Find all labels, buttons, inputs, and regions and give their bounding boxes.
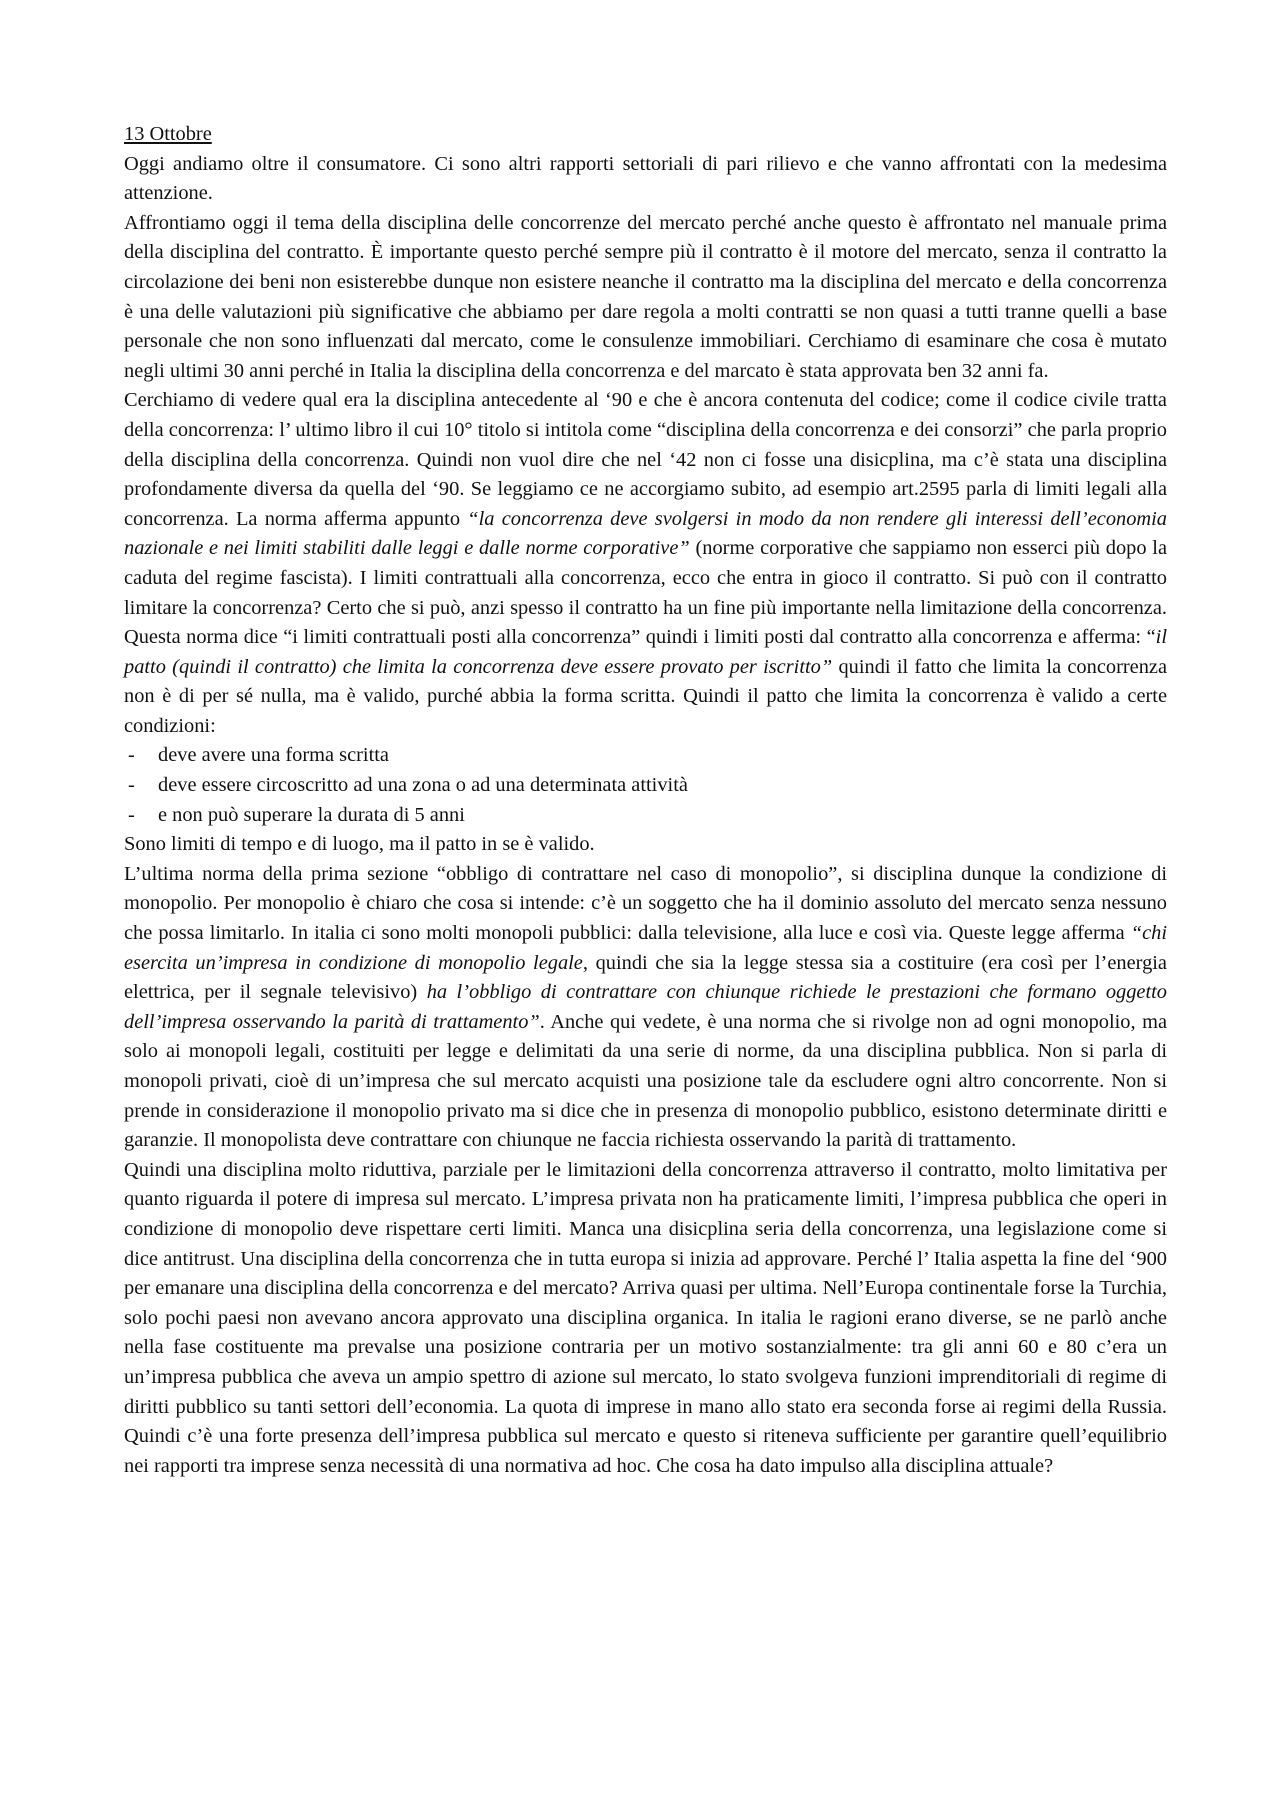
quote-monopoly-1: “chi esercita un’impresa in condizione di monopolio legale [124,922,1167,974]
paragraph-limits: Sono limiti di tempo e di luogo, ma il patto in se è valido. [124,833,595,856]
date-heading: 13 Ottobre [124,123,212,145]
paragraph-monopoly [124,860,1167,1156]
text-segment: (norme corporative che sappiamo non esserci più dopo la caduta del regime fascista). I limiti contrattuali alla concorrenza, ecco che entra in gioco il contratto. Si può con il contratto limitare la concorrenza? Certo che si può, anzi spesso il contratto ha un fine più importante nella limitazione della concorrenza. Questa norma dice “i limiti contrattuali posti alla concorrenza” quindi i limiti posti dal contratto alla concorrenza e afferma: “ [124,537,1167,649]
conditions-list [124,741,1167,830]
quote-monopoly-2: ha l’obbligo di contrattare con chiunque richiede le prestazioni che formano oggetto dell’impresa osservando la parità di trattamento” [124,981,1167,1033]
text-segment: . Anche qui vedete, è una norma che si rivolge non ad ogni monopolio, ma solo ai monopoli legali, costituiti per legge e delimitati da una serie di norme, da una disciplina pubblica. Non si parla di monopoli privati, cioè di un’impresa che sul mercato acquisti una posizione tale da escludere ogni altro concorrente. Non si prende in considerazione il monopolio privato ma si dice che in presenza di monopolio pubblico, esistono determinate diritti e garanzie. Il monopolista deve contrattare con chiunque ne faccia richiesta osservando la parità di trattamento. [124,1010,1168,1152]
paragraph-market-discipline: Affrontiamo oggi il tema della disciplina delle concorrenze del mercato perché anche questo è affrontato nel manuale prima della disciplina del contratto. È importante questo perché sempre più il contratto è il motore del mercato, senza il contratto la circolazione dei beni non esisterebbe dunque non esistere neanche il contratto ma la disciplina del mercato e della concorrenza è una delle valutazioni più significative che abbiamo per dare regola a molti contratti se non quasi a tutti tranne quelli a base personale che non sono influenzati dal mercato, come le consulenze immobiliari. Cerchiamo di esaminare che cosa è mutato negli ultimi 30 anni perché in Italia la disciplina della concorrenza e del marcato è stata approvata ben 32 anni fa. [124,211,1167,382]
quote-patto: il patto (quindi il contratto) che limita la concorrenza deve essere provato per iscritto” [124,626,1167,678]
text-segment: , quindi che sia la legge stessa sia a costituire (era così per l’energia elettrica, per il segnale televisivo) [124,951,1167,1004]
paragraph-antitrust: Quindi una disciplina molto riduttiva, parziale per le limitazioni della concorrenza attraverso il contratto, molto limitativa per quanto riguarda il potere di impresa sul mercato. L’impresa privata non ha praticamente limiti, l’impresa pubblica che operi in condizione di monopolio deve rispettare certi limiti. Manca una disicplina seria della concorrenza, una legislazione come si dice antitrust. Una disciplina della concorrenza che in tutta europa si inizia ad approvare. Perché l’ Italia aspetta la fine del ‘900 per emanare una disciplina della concorrenza e del mercato? Arriva quasi per ultima. Nell’Europa continentale forse la Turchia, solo pochi paesi non avevano ancora approvato una disciplina organica. In italia le ragioni erano diverse, se ne parlò anche nella fase costituente ma prevalse una posizione contraria per un motivo sostanzialmente: tra gli anni 60 e 80 c’era un un’impresa pubblica che aveva un ampio spettro di azione sul mercato, lo stato svolgeva funzioni imprenditoriali di regime di diritti pubblico su tanti settori dell’economia. La quota di imprese in mano allo stato era seconda forse ai regimi della Russia. Quindi c’è una forte presenza dell’impresa pubblica sul mercato e questo si riteneva sufficiente per garantire quell’equilibrio nei rapporti tra imprese senza necessità di una normativa ad hoc. Che cosa ha dato impulso alla disciplina attuale? [124,1158,1167,1477]
document-page [124,120,1167,1481]
text-segment: Cerchiamo di vedere qual era la disciplina antecedente al ‘90 e che è ancora contenuta del codice; come il codice civile tratta della concorrenza: l’ ultimo libro il cui 10° titolo si intitola come “disciplina della concorrenza e dei consorzi” che parla proprio della disciplina della concorrenza. Quindi non vuol dire che nel ‘42 non ci fosse una disicplina, ma c’è stata una disciplina profondamente diversa da quella del ‘90. Se leggiamo ce ne accorgiamo subito, ad esempio art.2595 parla di limiti legali alla concorrenza. La norma afferma appunto [124,389,1167,530]
paragraph-civil-code [124,386,1167,741]
list-item: - e non può superare la durata di 5 anni [124,801,1167,831]
text-segment: L’ultima norma della prima sezione “obbligo di contrattare nel caso di monopolio”, si disciplina dunque la condizione di monopolio. Per monopolio è chiaro che cosa si intende: c’è un soggetto che ha il dominio assoluto del mercato senza nessuno che possa limitarlo. In italia ci sono molti monopoli pubblici: dalla televisione, alla luce e così via. Queste legge afferma [124,862,1167,945]
list-item: - deve essere circoscritto ad una zona o ad una determinata attività [124,771,1167,801]
text-segment: quindi il fatto che limita la concorrenza non è di per sé nulla, ma è valido, purché abbia la forma scritta. Quindi il patto che limita la concorrenza è valido a certe condizioni: [124,655,1167,737]
paragraph-intro: Oggi andiamo oltre il consumatore. Ci sono altri rapporti settoriali di pari rilievo e che vanno affrontati con la medesima attenzione. [124,152,1167,205]
quote-art-2595: “la concorrenza deve svolgersi in modo da non rendere gli interessi dell’economia nazionale e nei limiti stabiliti dalle leggi e dalle norme corporative” [124,507,1167,560]
list-item: - deve avere una forma scritta [124,741,1167,771]
